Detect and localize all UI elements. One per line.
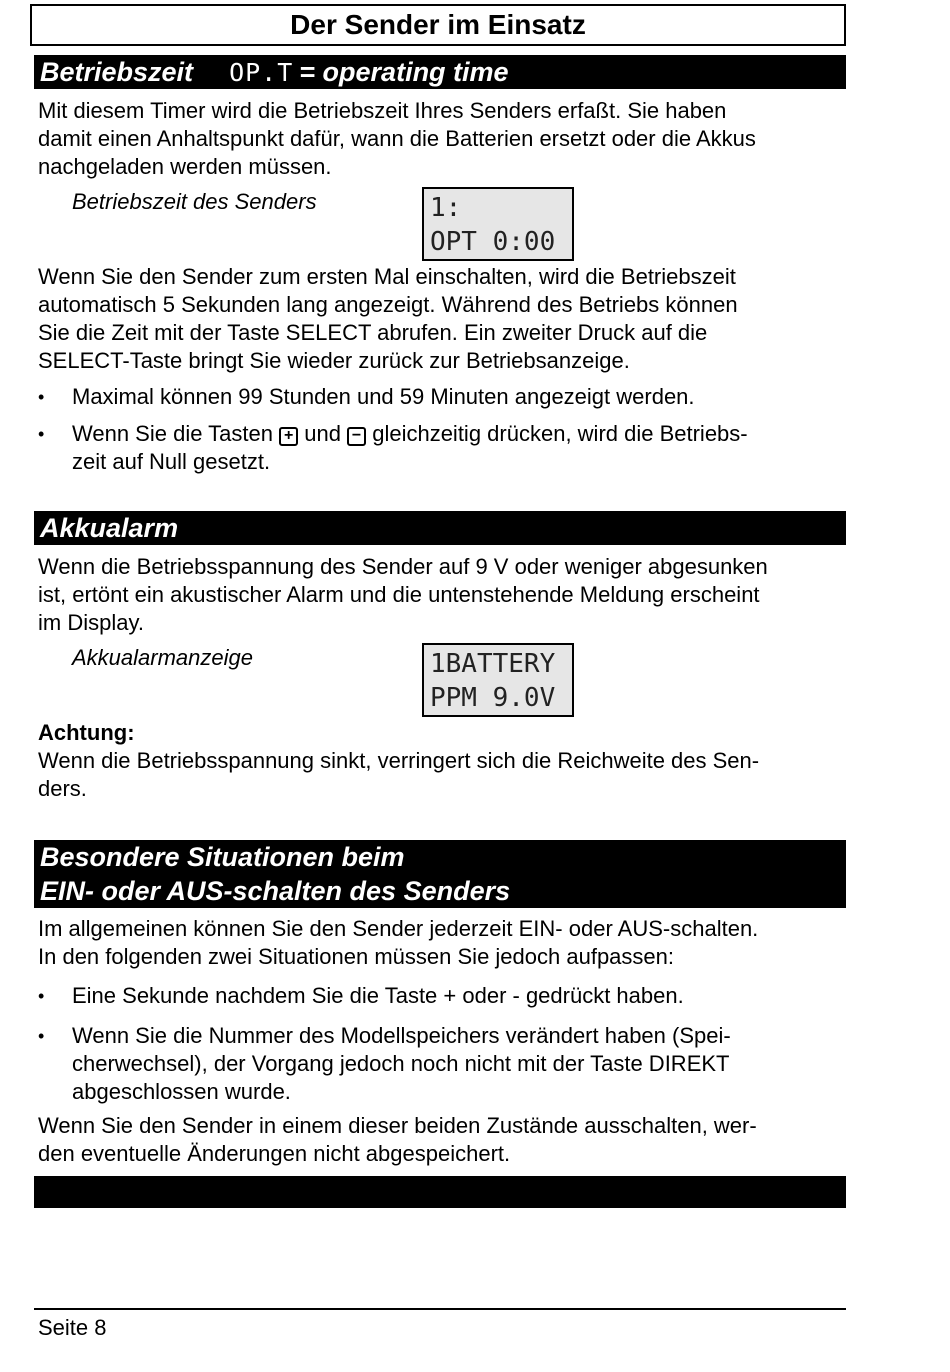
list-item-text: Eine Sekunde nachdem Sie die Taste + oder - gedrückt haben. [72, 983, 684, 1008]
empty-section-bar [34, 1176, 846, 1208]
text-line: Im allgemeinen können Sie den Sender jederzeit EIN- oder AUS-schalten. [38, 916, 759, 941]
figure-caption: Betriebszeit des Senders [72, 189, 317, 214]
list-item-text [72, 420, 838, 476]
minus-key-icon: − [347, 427, 366, 446]
section-heading-suffix: = operating time [299, 57, 509, 87]
list-item-text: Maximal können 99 Stunden und 59 Minuten angezeigt werden. [72, 384, 695, 409]
section-heading-akkualarm: Akkualarm [34, 511, 846, 545]
list-item-text [72, 1022, 838, 1106]
lcd-line: OPT 0:00 [430, 227, 556, 257]
page-number: Seite 8 [38, 1315, 107, 1340]
text-line: Mit diesem Timer wird die Betriebszeit Ihres Senders erfaßt. Sie haben [38, 98, 727, 123]
section-heading-line: Besondere Situationen beim [40, 842, 405, 872]
lcd-display-battery-alarm [422, 643, 574, 717]
text-line: Sie die Zeit mit der Taste SELECT abrufen. Ein zweiter Druck auf die [38, 320, 708, 345]
text-line: den eventuelle Änderungen nicht abgespeichert. [38, 1141, 511, 1166]
list-item [38, 420, 838, 476]
section-heading-line: EIN- oder AUS-schalten des Senders [40, 876, 511, 906]
text-line: cherwechsel), der Vorgang jedoch noch nicht mit der Taste DIREKT [72, 1051, 730, 1076]
text-fragment: gleichzeitig drücken, wird die Betriebs- [372, 421, 748, 446]
page-title: Der Sender im Einsatz [30, 4, 846, 46]
lcd-code-label: OP.T [229, 58, 294, 87]
bullet-icon: • [38, 387, 45, 407]
lcd-display-operating-time [422, 187, 574, 261]
text-line: ist, ertönt ein akustischer Alarm und die untenstehende Meldung erscheint [38, 582, 760, 607]
lcd-line: 1BATTERY [430, 649, 556, 679]
intro-paragraph [38, 97, 838, 181]
text-line: automatisch 5 Sekunden lang angezeigt. Während des Betriebs können [38, 292, 738, 317]
plus-key-icon: + [279, 427, 298, 446]
text-line: Wenn Sie die Nummer des Modellspeichers verändert haben (Spei- [72, 1023, 731, 1048]
text-line: Wenn die Betriebsspannung sinkt, verringert sich die Reichweite des Sen- [38, 748, 760, 773]
intro-paragraph [38, 915, 838, 971]
text-line: Wenn Sie den Sender zum ersten Mal einschalten, wird die Betriebszeit [38, 264, 736, 289]
figure-caption: Akkualarmanzeige [72, 645, 253, 670]
text-line: nachgeladen werden müssen. [38, 154, 332, 179]
text-line: abgeschlossen wurde. [72, 1079, 291, 1104]
bullet-icon: • [38, 986, 45, 1006]
note-label: Achtung: [38, 720, 135, 745]
list-item [38, 1022, 838, 1106]
footer-divider [34, 1308, 846, 1310]
lcd-line: PPM 9.0V [430, 683, 556, 713]
body-paragraph [38, 553, 838, 637]
text-line: im Display. [38, 610, 144, 635]
list-item [38, 383, 838, 411]
text-fragment: Wenn Sie die Tasten [72, 421, 273, 446]
section-heading-text: Betriebszeit [40, 57, 194, 87]
text-line: damit einen Anhaltspunkt dafür, wann die Batterien ersetzt oder die Akkus [38, 126, 756, 151]
text-line: Wenn die Betriebsspannung des Sender auf 9 V oder weniger abgesunken [38, 554, 768, 579]
text-line: SELECT-Taste bringt Sie wieder zurück zur Betriebsanzeige. [38, 348, 630, 373]
bullet-icon: • [38, 1026, 45, 1046]
text-fragment: zeit auf Null gesetzt. [72, 449, 271, 474]
section-heading-besondere-situationen [34, 840, 846, 908]
bullet-icon: • [38, 424, 45, 444]
text-line: In den folgenden zwei Situationen müssen Sie jedoch aufpassen: [38, 944, 674, 969]
body-paragraph [38, 263, 838, 375]
lcd-line: 1: [430, 193, 462, 223]
text-fragment: und [304, 421, 341, 446]
text-line: Wenn Sie den Sender in einem dieser beiden Zustände ausschalten, wer- [38, 1113, 757, 1138]
section-heading-betriebszeit [34, 55, 846, 89]
list-item [38, 982, 838, 1010]
text-line: ders. [38, 776, 87, 801]
note-paragraph [38, 719, 838, 803]
outro-paragraph [38, 1112, 838, 1168]
